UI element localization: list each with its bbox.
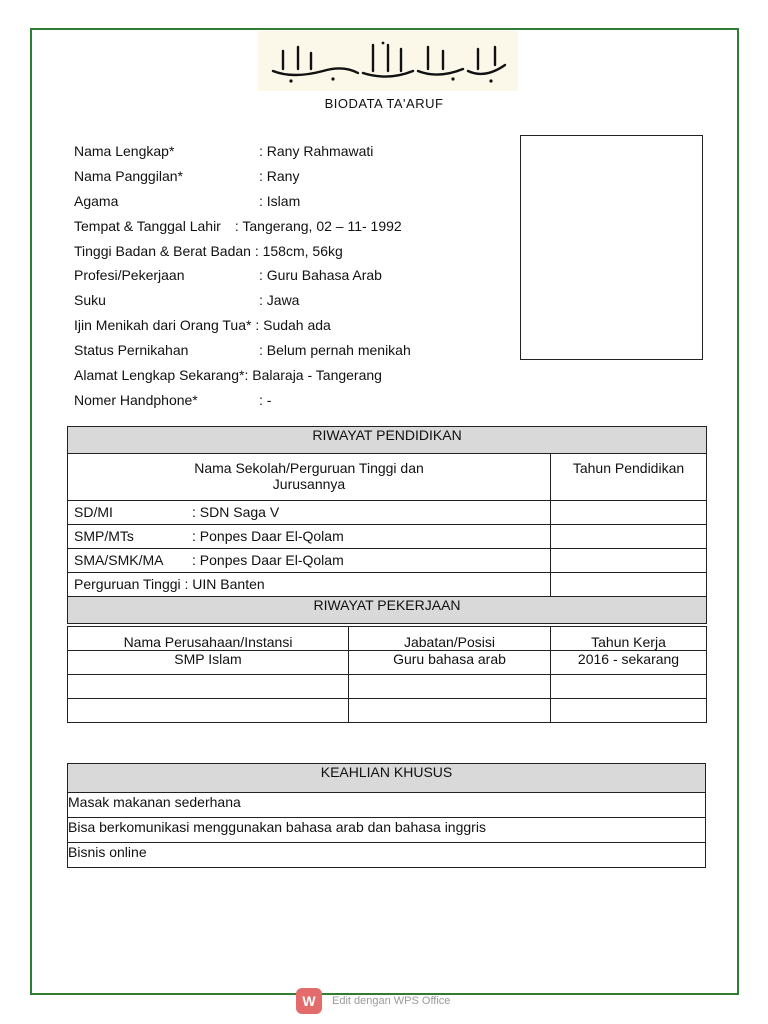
skill-row bbox=[68, 793, 706, 818]
biodata-label: Nama Lengkap* bbox=[74, 143, 175, 159]
biodata-row bbox=[74, 140, 514, 165]
education-year bbox=[551, 501, 707, 525]
work-position bbox=[349, 675, 551, 699]
biodata-label: Tempat & Tanggal Lahir bbox=[74, 217, 221, 234]
work-position: Guru bahasa arab bbox=[349, 651, 551, 675]
biodata-label: Nama Panggilan* bbox=[74, 167, 183, 184]
biodata-label: Profesi/Pekerjaan bbox=[74, 267, 185, 284]
biodata-value: : Guru Bahasa Arab bbox=[259, 267, 382, 284]
work-position bbox=[349, 699, 551, 723]
work-year bbox=[551, 699, 707, 723]
biodata-row bbox=[74, 289, 514, 314]
education-school-cell bbox=[68, 549, 551, 573]
wps-logo-icon: W bbox=[296, 988, 322, 1014]
skill-item: Masak makanan sederhana bbox=[68, 793, 706, 818]
biodata-value: : Belum pernah menikah bbox=[259, 342, 411, 359]
biodata-row bbox=[74, 314, 514, 339]
biodata-value: : Jawa bbox=[259, 292, 300, 309]
document-title: BIODATA TA'ARUF bbox=[324, 96, 444, 111]
biodata-value: : Islam bbox=[259, 192, 301, 209]
biodata-row bbox=[74, 389, 514, 414]
skill-item: Bisa berkomunikasi menggunakan bahasa arab dan bahasa inggris bbox=[68, 818, 706, 843]
skill-row bbox=[68, 818, 706, 843]
education-year bbox=[551, 549, 707, 573]
work-heading: RIWAYAT PEKERJAAN bbox=[68, 597, 707, 624]
wps-footer[interactable] bbox=[296, 988, 450, 1014]
biodata-value: : Rany bbox=[259, 167, 300, 184]
work-year: 2016 - sekarang bbox=[551, 651, 707, 675]
education-year bbox=[551, 573, 707, 597]
biodata-label: Nomer Handphone* bbox=[74, 391, 198, 408]
work-company: SMP Islam bbox=[68, 651, 349, 675]
biodata-value: : Sudah ada bbox=[251, 317, 331, 334]
education-school: : Ponpes Daar El-Qolam bbox=[192, 528, 344, 544]
work-row bbox=[68, 651, 707, 675]
biodata-value: : Tangerang, 02 – 11- 1992 bbox=[234, 217, 402, 234]
photo-placeholder bbox=[520, 135, 703, 360]
education-col-school: Nama Sekolah/Perguruan Tinggi dan Jurusannya bbox=[68, 454, 551, 501]
biodata-value: : 158cm, 56kg bbox=[250, 242, 343, 259]
biodata-row bbox=[74, 364, 514, 389]
skill-row bbox=[68, 843, 706, 868]
education-school-cell bbox=[68, 501, 551, 525]
work-col-position: Jabatan/Posisi bbox=[349, 627, 551, 651]
biodata-row bbox=[74, 264, 514, 289]
biodata-value: : Rany Rahmawati bbox=[259, 143, 374, 159]
education-row bbox=[68, 525, 707, 549]
education-heading: RIWAYAT PENDIDIKAN bbox=[68, 427, 707, 454]
work-table bbox=[67, 626, 707, 723]
work-company bbox=[68, 699, 349, 723]
education-level: SMA/SMK/MA bbox=[74, 552, 164, 568]
education-school-cell bbox=[68, 525, 551, 549]
education-year bbox=[551, 525, 707, 549]
education-school: : UIN Banten bbox=[180, 576, 265, 592]
education-level: Perguruan Tinggi bbox=[74, 576, 181, 592]
education-school: : SDN Saga V bbox=[192, 504, 280, 520]
education-table bbox=[67, 426, 707, 624]
biodata-value: : - bbox=[259, 391, 272, 408]
education-school: : Ponpes Daar El-Qolam bbox=[192, 552, 344, 568]
skills-table bbox=[67, 763, 706, 868]
skill-item: Bisnis online bbox=[68, 843, 706, 868]
basmalah-calligraphy bbox=[258, 31, 518, 91]
biodata-row bbox=[74, 215, 514, 240]
education-row bbox=[68, 573, 707, 597]
biodata-list bbox=[74, 140, 514, 414]
work-company bbox=[68, 675, 349, 699]
education-row bbox=[68, 549, 707, 573]
education-school-cell bbox=[68, 573, 551, 597]
basmalah-image bbox=[263, 35, 513, 87]
wps-footer-text: Edit dengan WPS Office bbox=[332, 995, 451, 1007]
work-row bbox=[68, 675, 707, 699]
work-row bbox=[68, 699, 707, 723]
biodata-label: Suku bbox=[74, 292, 106, 309]
work-col-year: Tahun Kerja bbox=[551, 627, 707, 651]
biodata-label: Agama bbox=[74, 192, 119, 209]
biodata-row bbox=[74, 240, 514, 265]
biodata-label: Alamat Lengkap Sekarang* bbox=[74, 367, 245, 384]
work-col-company: Nama Perusahaan/Instansi bbox=[68, 627, 349, 651]
skills-heading: KEAHLIAN KHUSUS bbox=[68, 764, 706, 793]
education-level: SMP/MTs bbox=[74, 528, 134, 544]
education-level: SD/MI bbox=[74, 504, 113, 520]
biodata-value: : Balaraja - Tangerang bbox=[244, 367, 382, 384]
biodata-row bbox=[74, 339, 514, 364]
biodata-label: Ijin Menikah dari Orang Tua* bbox=[74, 317, 252, 334]
biodata-row bbox=[74, 165, 514, 190]
biodata-row bbox=[74, 190, 514, 215]
education-col-year: Tahun Pendidikan bbox=[551, 454, 707, 501]
education-row bbox=[68, 501, 707, 525]
biodata-label: Status Pernikahan bbox=[74, 342, 189, 359]
work-year bbox=[551, 675, 707, 699]
biodata-label: Tinggi Badan & Berat Badan bbox=[74, 242, 251, 259]
